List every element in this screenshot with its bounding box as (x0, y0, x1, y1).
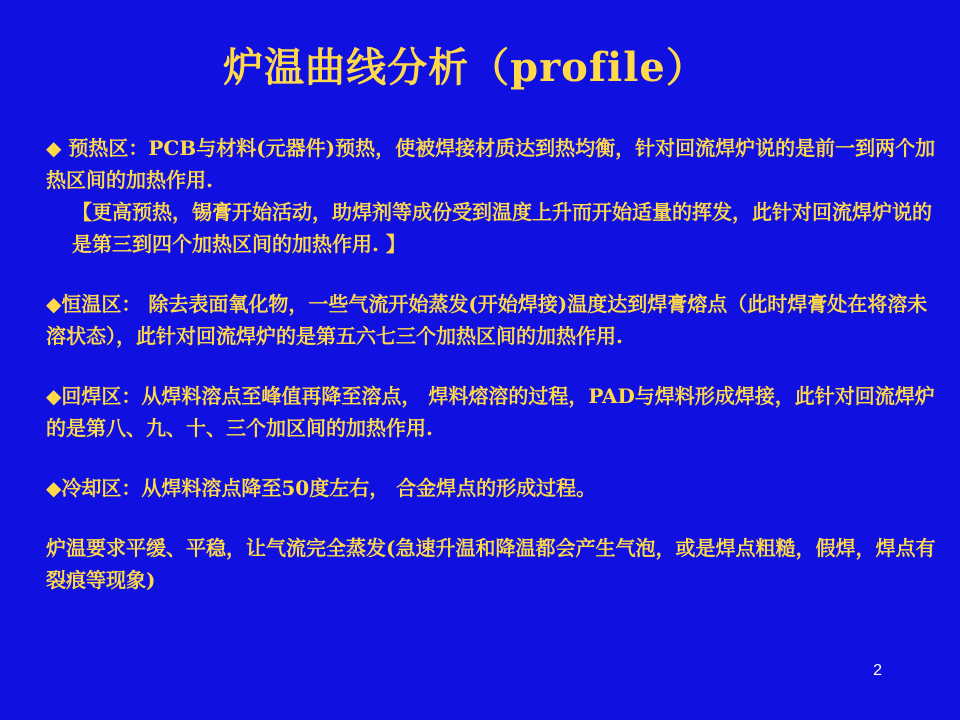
spacer (46, 352, 936, 380)
reflow-zone-text: ◆回焊区：从焊料溶点至峰值再降至溶点， 焊料熔溶的过程，PAD与焊料形成焊接，此针对回流焊炉的是第八、九、十、三个加区间的加热作用. (46, 384, 935, 440)
cooling-zone-text: ◆冷却区：从焊料溶点降至50度左右， 合金焊点的形成过程。 (46, 476, 597, 500)
spacer (46, 260, 936, 288)
slide-title: 炉温曲线分析（profile） (223, 44, 707, 91)
preheat-zone-note: 【更高预热，锡膏开始活动，助焊剂等成份受到温度上升而开始适量的挥发，此针对回流焊炉说的是第三到四个加热区间的加热作用. 】 (72, 200, 932, 256)
page-number: 2 (873, 662, 882, 679)
spacer (46, 504, 936, 532)
slide-content (46, 132, 936, 596)
preheat-zone-text: ◆ 预热区：PCB与材料(元器件)预热，使被焊接材质达到热均衡，针对回流焊炉说的是前一到两个加热区间的加热作用. (46, 136, 936, 192)
spacer (46, 444, 936, 472)
soak-zone-text: ◆恒温区： 除去表面氧化物，一些气流开始蒸发(开始焊接)温度达到焊膏熔点（此时焊膏处在将溶未溶状态），此针对回流焊炉的是第五六七三个加热区间的加热作用. (46, 292, 928, 348)
profile-requirement-text: 炉温要求平缓、平稳，让气流完全蒸发(急速升温和降温都会产生气泡，或是焊点粗糙，假焊，焊点有裂痕等现象) (46, 536, 936, 592)
